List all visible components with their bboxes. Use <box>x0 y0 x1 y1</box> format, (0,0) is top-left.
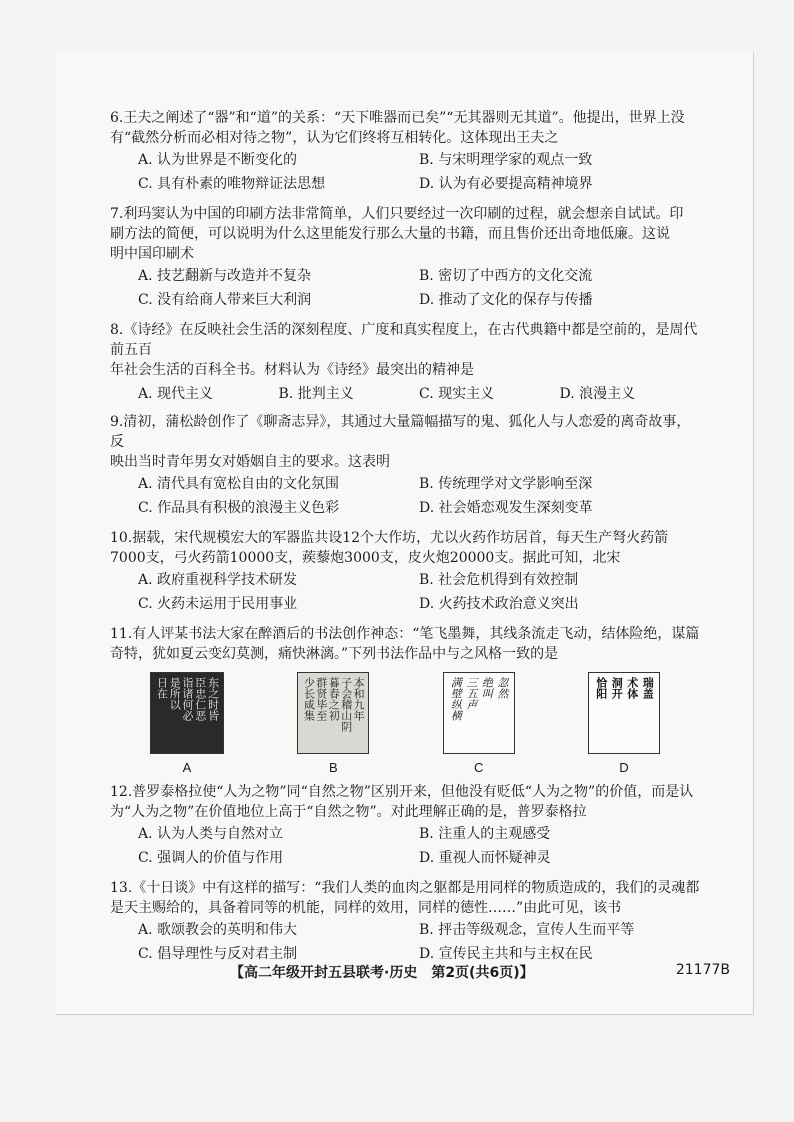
calligraphy-column: 满壁纵横 <box>449 677 463 721</box>
calligraphy-column: 日在 <box>155 677 169 699</box>
question-stem-line: 7.利玛窦认为中国的印刷方法非常简单，人们只要经过一次印刷的过程，就会想亲自试试。印 <box>110 206 684 222</box>
options <box>110 384 700 404</box>
option-c[interactable]: C. 具有朴素的唯物辩证法思想 <box>138 176 326 192</box>
calligraphy-column: 恰阳 <box>594 677 608 699</box>
option-b[interactable]: B. 社会危机得到有效控制 <box>419 572 579 588</box>
question-stem-line: 13.《十日谈》中有这样的描写：“我们人类的血肉之躯都是用同样的物质造成的，我们的灵魂都 <box>110 880 700 896</box>
question-stem-line: 年社会生活的百科全书。材料认为《诗经》最突出的精神是 <box>110 362 474 378</box>
option-c[interactable]: C. 没有给商人带来巨大利润 <box>138 292 312 308</box>
option-a[interactable]: A. 现代主义 <box>138 386 214 402</box>
question-12 <box>110 782 700 872</box>
calligraphy-option-c[interactable] <box>443 672 515 778</box>
calligraphy-column: 绝叫 <box>480 677 494 699</box>
question-stem-line: 明中国印刷术 <box>110 246 194 262</box>
question-list <box>110 108 700 974</box>
calligraphy-column: 本和九年 <box>352 677 366 721</box>
option-d[interactable]: D. 浪漫主义 <box>559 386 636 402</box>
option-b[interactable]: B. 注重人的主观感受 <box>419 826 551 842</box>
calligraphy-column: 少长咸集 <box>302 677 316 721</box>
question-11 <box>110 624 700 778</box>
question-stem-line: 12.普罗泰格拉使“人为之物”同“自然之物”区别开来，但他没有贬低“人为之物”的价值，而是认 <box>110 784 694 800</box>
calligraphy-column: 三五声 <box>464 677 478 710</box>
option-c[interactable]: C. 强调人的价值与作用 <box>138 850 284 866</box>
calligraphy-option-a[interactable] <box>150 672 224 778</box>
options <box>110 824 700 872</box>
page-footer <box>230 962 730 982</box>
question-stem-line: 刷方法的简便，可以说明为什么这里能发行那么大量的书籍，而且售价还出奇地低廉。这说 <box>110 226 670 242</box>
calligraphy-column: 瑞盖 <box>641 677 655 699</box>
calligraphy-column: 暮春之初 <box>327 677 341 721</box>
calligraphy-column: 是所以 <box>168 677 182 710</box>
footer-title: 【高二年级开封五县联考·历史 第2页(共6页)】 <box>230 965 534 981</box>
question-stem-line: 10.据载，宋代规模宏大的军器监共设12个大作坊，尤以火药作坊居首，每天生产弩火药箭 <box>110 530 669 546</box>
option-b[interactable]: B. 与宋明理学家的观点一致 <box>419 152 593 168</box>
option-c[interactable]: C. 火药未运用于民用事业 <box>138 596 298 612</box>
calligraphy-label: B <box>328 760 338 775</box>
calligraphy-column: 子会稽山阴 <box>339 677 353 732</box>
options <box>110 266 700 314</box>
option-a[interactable]: A. 技艺翻新与改造并不复杂 <box>138 268 312 284</box>
question-8 <box>110 320 700 404</box>
option-b[interactable]: B. 抨击等级观念，宣传人生而平等 <box>419 922 635 938</box>
option-a[interactable]: A. 认为人类与自然对立 <box>138 826 284 842</box>
question-stem-line: 11.有人评某书法大家在醉酒后的书法创作神态：“笔飞墨舞，其线条流走飞动，结体险绝，谋篇 <box>110 626 700 642</box>
question-stem-line: 7000支，弓火药箭10000支，蒺藜炮3000支，皮火炮20000支。据此可知，北宋 <box>110 550 621 566</box>
option-d[interactable]: D. 推动了文化的保存与传播 <box>419 292 593 308</box>
option-c[interactable]: C. 现实主义 <box>419 386 495 402</box>
option-a[interactable]: A. 认为世界是不断变化的 <box>138 152 298 168</box>
calligraphy-label: C <box>473 760 484 775</box>
calligraphy-options <box>110 672 700 778</box>
option-b[interactable]: B. 传统理学对文学影响至深 <box>419 476 593 492</box>
options <box>110 570 700 618</box>
calligraphy-image-c <box>443 672 515 754</box>
paper-code: 21177B <box>675 962 730 978</box>
calligraphy-image-a <box>150 672 224 754</box>
calligraphy-label: A <box>182 760 192 775</box>
question-9 <box>110 412 700 522</box>
question-stem-line: 有“截然分析而必相对待之物”，认为它们终将互相转化。这体现出王夫之 <box>110 130 559 146</box>
question-stem-line: 是天主赐给的，具备着同等的机能，同样的效用，同样的德性……”由此可见，该书 <box>110 900 622 916</box>
calligraphy-column: 忽然 <box>495 677 509 699</box>
option-d[interactable]: D. 重视人而怀疑神灵 <box>419 850 551 866</box>
question-7 <box>110 204 700 314</box>
option-a[interactable]: A. 歌颂教会的英明和伟大 <box>138 922 298 938</box>
question-stem-line: 8.《诗经》在反映社会生活的深刻程度、广度和真实程度上，在古代典籍中都是空前的，是周代前五百 <box>110 322 698 358</box>
calligraphy-column: 诣诸何必 <box>180 677 194 721</box>
option-d[interactable]: D. 认为有必要提高精神境界 <box>419 176 593 192</box>
option-b[interactable]: B. 批判主义 <box>278 386 354 402</box>
options <box>110 920 700 968</box>
question-stem-line: 为“人为之物”在价值地位上高于“自然之物”。对此理解正确的是，普罗泰格拉 <box>110 804 587 820</box>
options <box>110 474 700 522</box>
question-stem-line: 映出当时青年男女对婚姻自主的要求。这表明 <box>110 454 390 470</box>
option-d[interactable]: D. 火药技术政治意义突出 <box>419 596 579 612</box>
option-d[interactable]: D. 社会婚恋观发生深刻变革 <box>419 500 593 516</box>
calligraphy-label: D <box>619 760 629 775</box>
calligraphy-column: 群贤毕至 <box>314 677 328 721</box>
question-10 <box>110 528 700 618</box>
options <box>110 150 700 198</box>
option-c[interactable]: C. 倡导理性与反对君主制 <box>138 946 298 962</box>
calligraphy-image-b <box>297 672 369 754</box>
option-a[interactable]: A. 清代具有宽松自由的文化氛围 <box>138 476 340 492</box>
option-d[interactable]: D. 宣传民主共和与主权在民 <box>419 946 593 962</box>
option-a[interactable]: A. 政府重视科学技术研发 <box>138 572 298 588</box>
question-6 <box>110 108 700 198</box>
calligraphy-column: 洞开 <box>610 677 624 699</box>
calligraphy-column: 术体 <box>625 677 639 699</box>
calligraphy-option-d[interactable] <box>588 672 660 778</box>
calligraphy-column: 东之时皆 <box>206 677 220 721</box>
calligraphy-image-d <box>588 672 660 754</box>
question-stem-line: 9.清初，蒲松龄创作了《聊斋志异》，其通过大量篇幅描写的鬼、狐化人与人恋爱的离奇故事，反 <box>110 414 691 450</box>
calligraphy-column: 臣忠仁恶 <box>193 677 207 721</box>
calligraphy-option-b[interactable] <box>297 672 369 778</box>
question-stem-line: 奇特，犹如夏云变幻莫测，痛快淋漓。”下列书法作品中与之风格一致的是 <box>110 646 559 662</box>
option-c[interactable]: C. 作品具有积极的浪漫主义色彩 <box>138 500 340 516</box>
question-stem-line: 6.王夫之阐述了“器”和“道”的关系：“天下唯器而已矣”“无其器则无其道”。他提出，世界上没 <box>110 110 685 126</box>
question-13 <box>110 878 700 968</box>
option-b[interactable]: B. 密切了中西方的文化交流 <box>419 268 593 284</box>
